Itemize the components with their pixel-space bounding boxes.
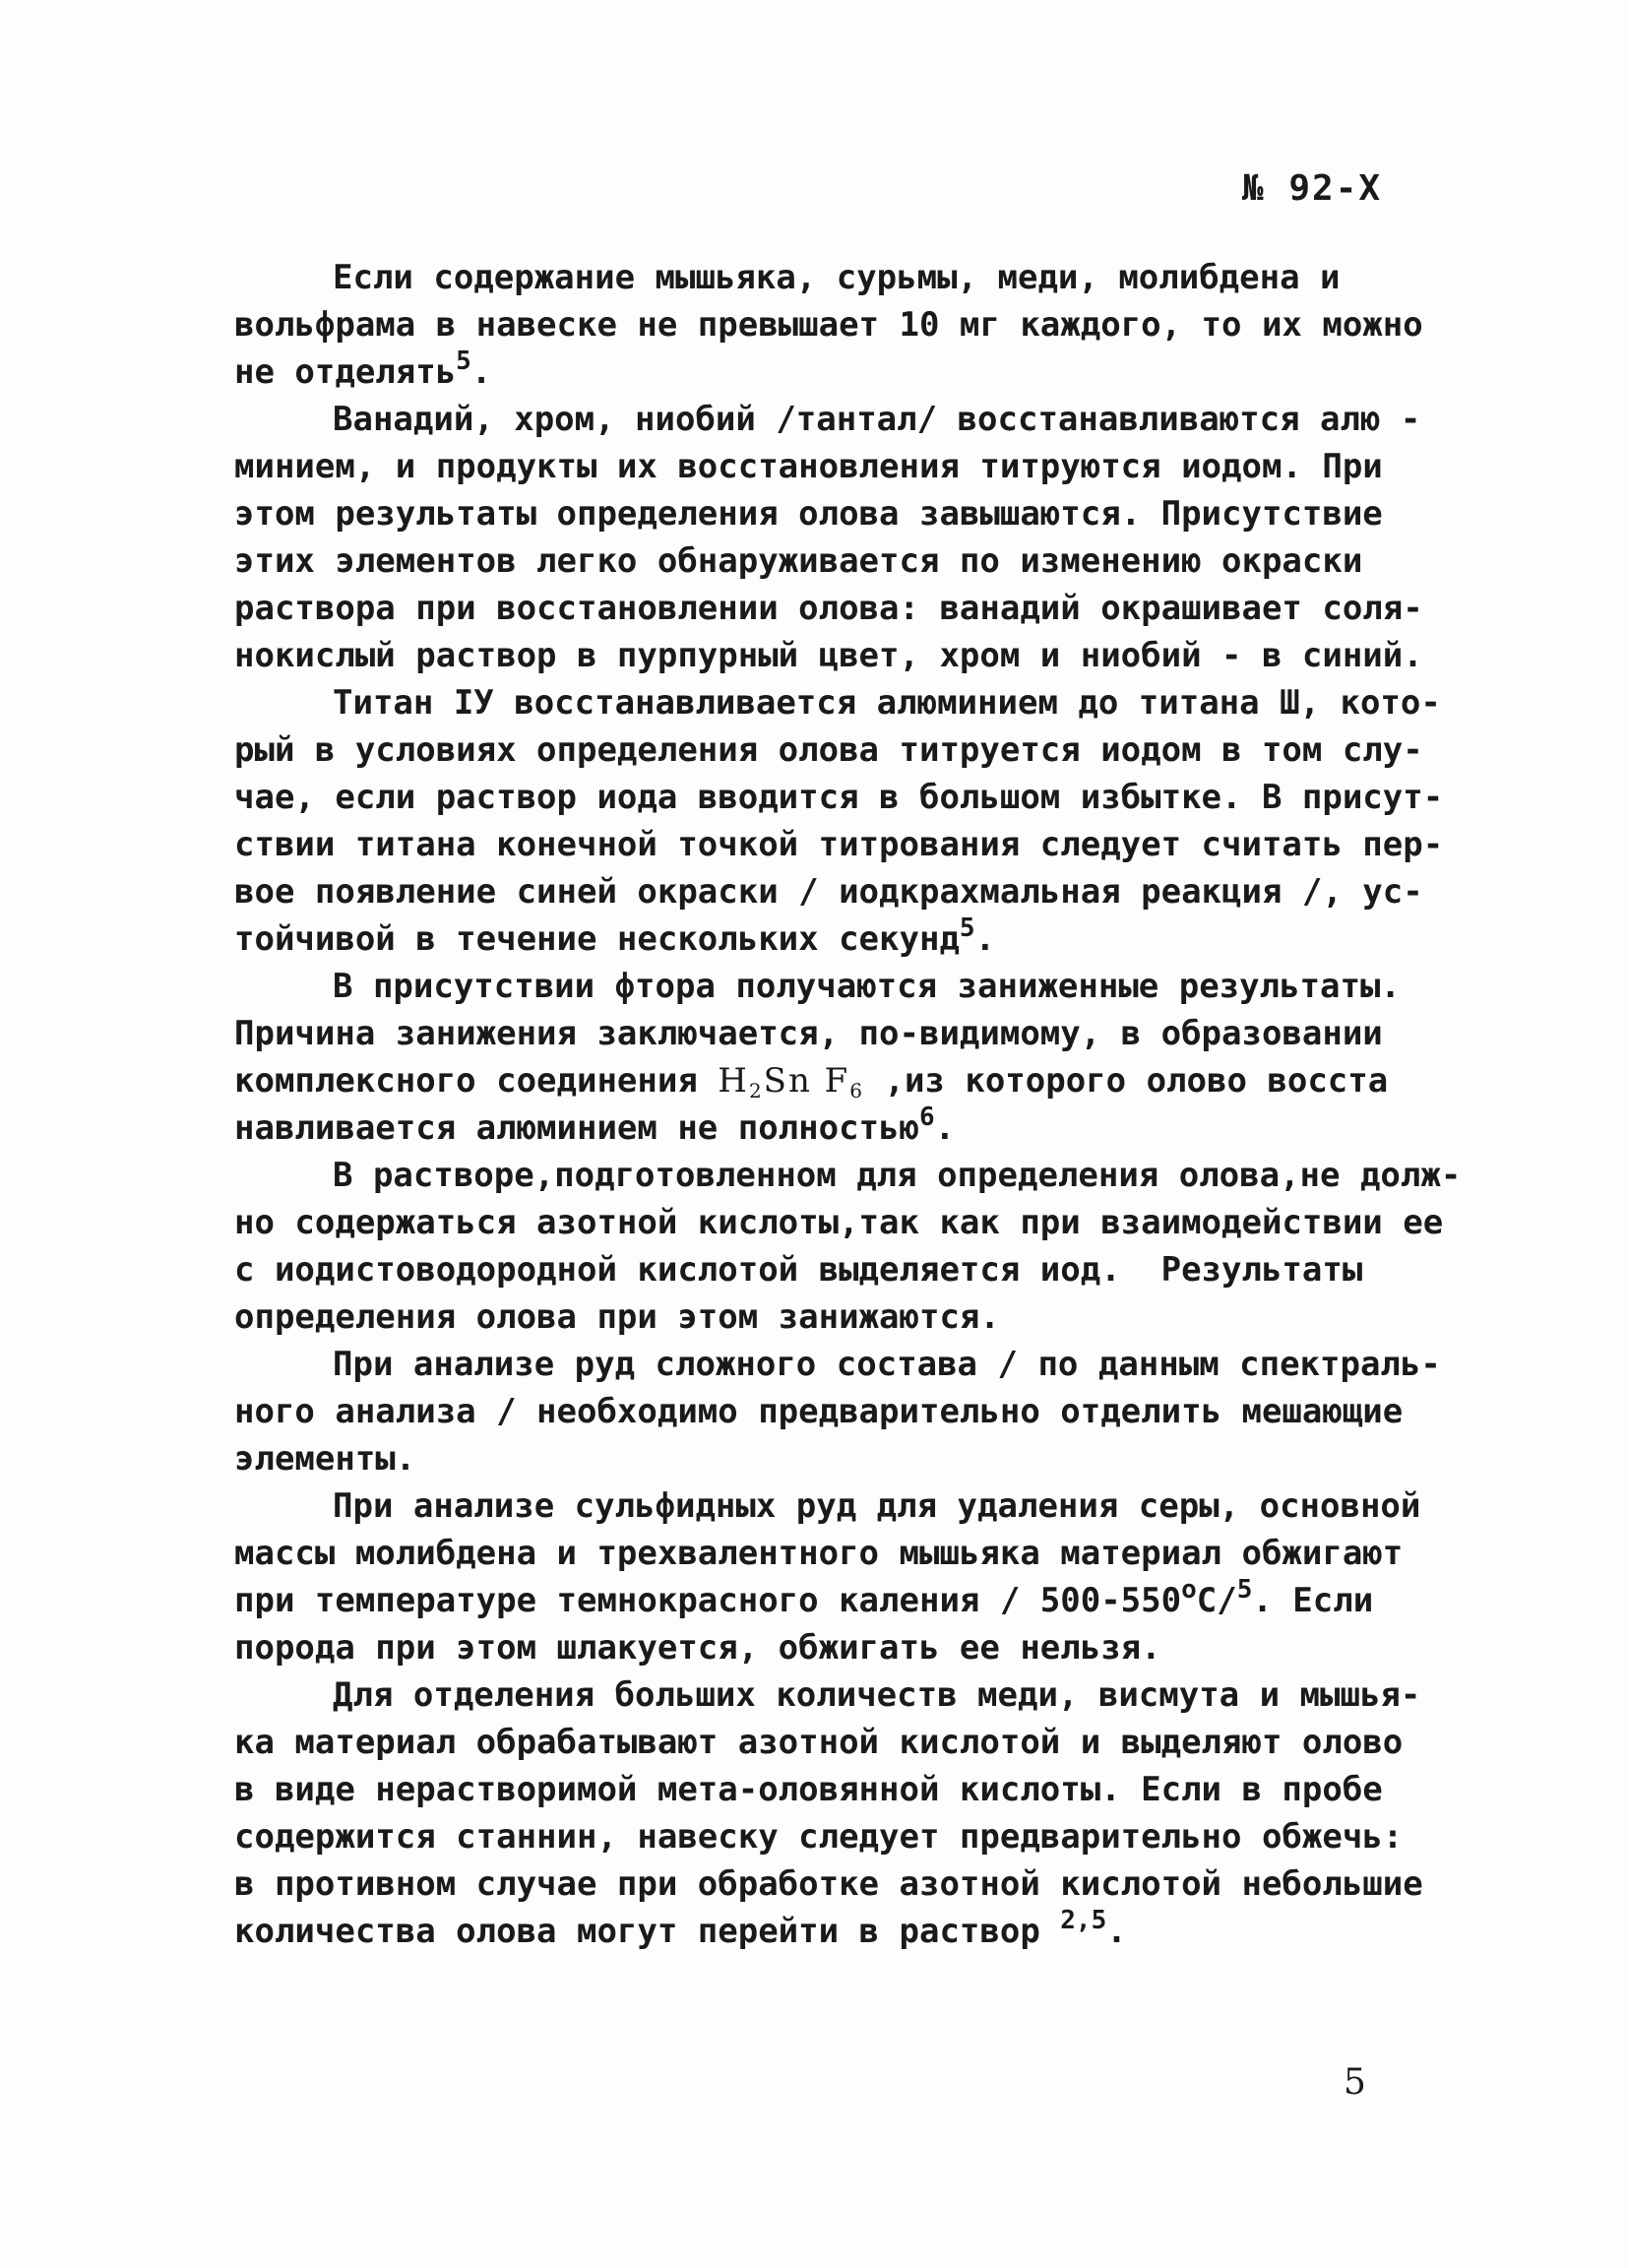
text-line: определения олова при этом занижаются. xyxy=(234,1297,1000,1337)
footnote-ref: 5 xyxy=(959,914,975,943)
text-fragment: при температуре темнокрасного каления / 500-550 xyxy=(234,1581,1182,1620)
paragraph-8 xyxy=(234,1671,1455,1955)
text-fragment: . xyxy=(470,352,492,392)
text-fragment: С/ xyxy=(1196,1581,1237,1620)
text-fragment: тойчивой в течение нескольких секунд xyxy=(234,919,960,959)
formula-part: Sn F xyxy=(763,1061,850,1101)
text-line xyxy=(234,348,1455,396)
text-line: вольфрама в навеске не превышает 10 мг каждого, то их можно xyxy=(234,305,1423,345)
text-line: в противном случае при обработке азотной кислотой небольшие xyxy=(234,1864,1423,1904)
text-line xyxy=(234,1577,1455,1624)
text-line: При анализе руд сложного состава / по данным спектраль- xyxy=(333,1345,1441,1384)
paragraph-5 xyxy=(234,1152,1462,1341)
text-line: нокислый раствор в пурпурный цвет, хром и ниобий - в синий. xyxy=(234,636,1423,675)
text-line: этих элементов легко обнаруживается по изменению окраски xyxy=(234,541,1363,581)
paragraph-3 xyxy=(234,679,1455,963)
text-fragment: . xyxy=(974,919,996,959)
paragraph-6 xyxy=(234,1341,1455,1482)
text-line xyxy=(234,1908,1455,1955)
text-fragment: ,из которого олово восста xyxy=(864,1061,1389,1101)
text-line: Если содержание мышьяка, сурьмы, меди, молибдена и xyxy=(333,258,1341,297)
text-line xyxy=(234,915,1455,963)
text-fragment: навливается алюминием не полностью xyxy=(234,1108,919,1148)
text-line: ствии титана конечной точкой титрования следует считать пер- xyxy=(234,825,1444,864)
text-line: в виде нерастворимой мета-оловянной кислоты. Если в пробе xyxy=(234,1770,1383,1809)
text-line xyxy=(234,1057,1455,1104)
text-line: Для отделения больших количеств меди, висмута и мышья- xyxy=(333,1675,1421,1715)
text-line: ного анализа / необходимо предварительно отделить мешающие xyxy=(234,1392,1404,1431)
text-line: В растворе,подготовленном для определения олова,не долж- xyxy=(333,1156,1462,1195)
footnote-ref: 5 xyxy=(456,346,471,376)
page-number: 5 xyxy=(1344,2062,1366,2103)
paragraph-4 xyxy=(234,963,1455,1152)
text-line: содержится станнин, навеску следует предварительно обжечь: xyxy=(234,1817,1404,1857)
text-line: порода при этом шлакуется, обжигать ее нельзя. xyxy=(234,1628,1161,1668)
text-line: Причина занижения заключается, по-видимому, в образовании xyxy=(234,1014,1383,1053)
text-line: вое появление синей окраски / иодкрахмальная реакция /, ус- xyxy=(234,872,1423,912)
text-line: рый в условиях определения олова титруется иодом в том слу- xyxy=(234,730,1423,770)
footnote-ref: 6 xyxy=(918,1102,935,1132)
text-line: чае, если раствор иода вводится в большом избытке. В присут- xyxy=(234,778,1444,817)
paragraph-2 xyxy=(234,396,1455,679)
text-line: раствора при восстановлении олова: ванадий окрашивает соля- xyxy=(234,589,1423,628)
text-line: с иодистоводородной кислотой выделяется иод. Результаты xyxy=(234,1250,1363,1290)
text-fragment: . xyxy=(934,1108,956,1148)
chemical-formula xyxy=(718,1061,864,1101)
text-fragment: не отделять xyxy=(234,352,457,392)
document-body xyxy=(234,254,1462,1955)
text-line: но содержаться азотной кислоты,так как при взаимодействии ее xyxy=(234,1203,1444,1242)
text-line: При анализе сульфидных руд для удаления серы, основной xyxy=(333,1486,1421,1526)
text-fragment: . xyxy=(1106,1912,1127,1951)
text-line: В присутствии фтора получаются заниженные результаты. xyxy=(333,967,1401,1006)
formula-subscript: 6 xyxy=(849,1079,864,1102)
text-line: Ванадий, хром, ниобий /тантал/ восстанавливаются алю - xyxy=(333,400,1421,439)
degree-mark: о xyxy=(1181,1575,1197,1605)
footnote-ref: 2,5 xyxy=(1060,1906,1107,1935)
text-fragment: комплексного соединения xyxy=(234,1061,719,1101)
text-line: минием, и продукты их восстановления титруются иодом. При xyxy=(234,447,1383,486)
formula-part: H xyxy=(718,1061,749,1101)
text-line: Титан IУ восстанавливается алюминием до титана Ш, кото- xyxy=(333,683,1441,723)
formula-subscript: 2 xyxy=(748,1079,764,1102)
paragraph-7 xyxy=(234,1482,1455,1671)
text-line: массы молибдена и трехвалентного мышьяка материал обжигают xyxy=(234,1534,1404,1573)
text-line: элементы. xyxy=(234,1439,416,1479)
document-number: № 92-Х xyxy=(1242,168,1383,209)
text-fragment: . Если xyxy=(1252,1581,1374,1620)
text-line xyxy=(234,1104,1455,1152)
footnote-ref: 5 xyxy=(1236,1575,1253,1605)
paragraph-1 xyxy=(234,254,1455,396)
text-fragment: количества олова могут перейти в раствор xyxy=(234,1912,1061,1951)
text-line: этом результаты определения олова завышаются. Присутствие xyxy=(234,494,1383,534)
text-line: ка материал обрабатывают азотной кислотой и выделяют олово xyxy=(234,1723,1404,1762)
